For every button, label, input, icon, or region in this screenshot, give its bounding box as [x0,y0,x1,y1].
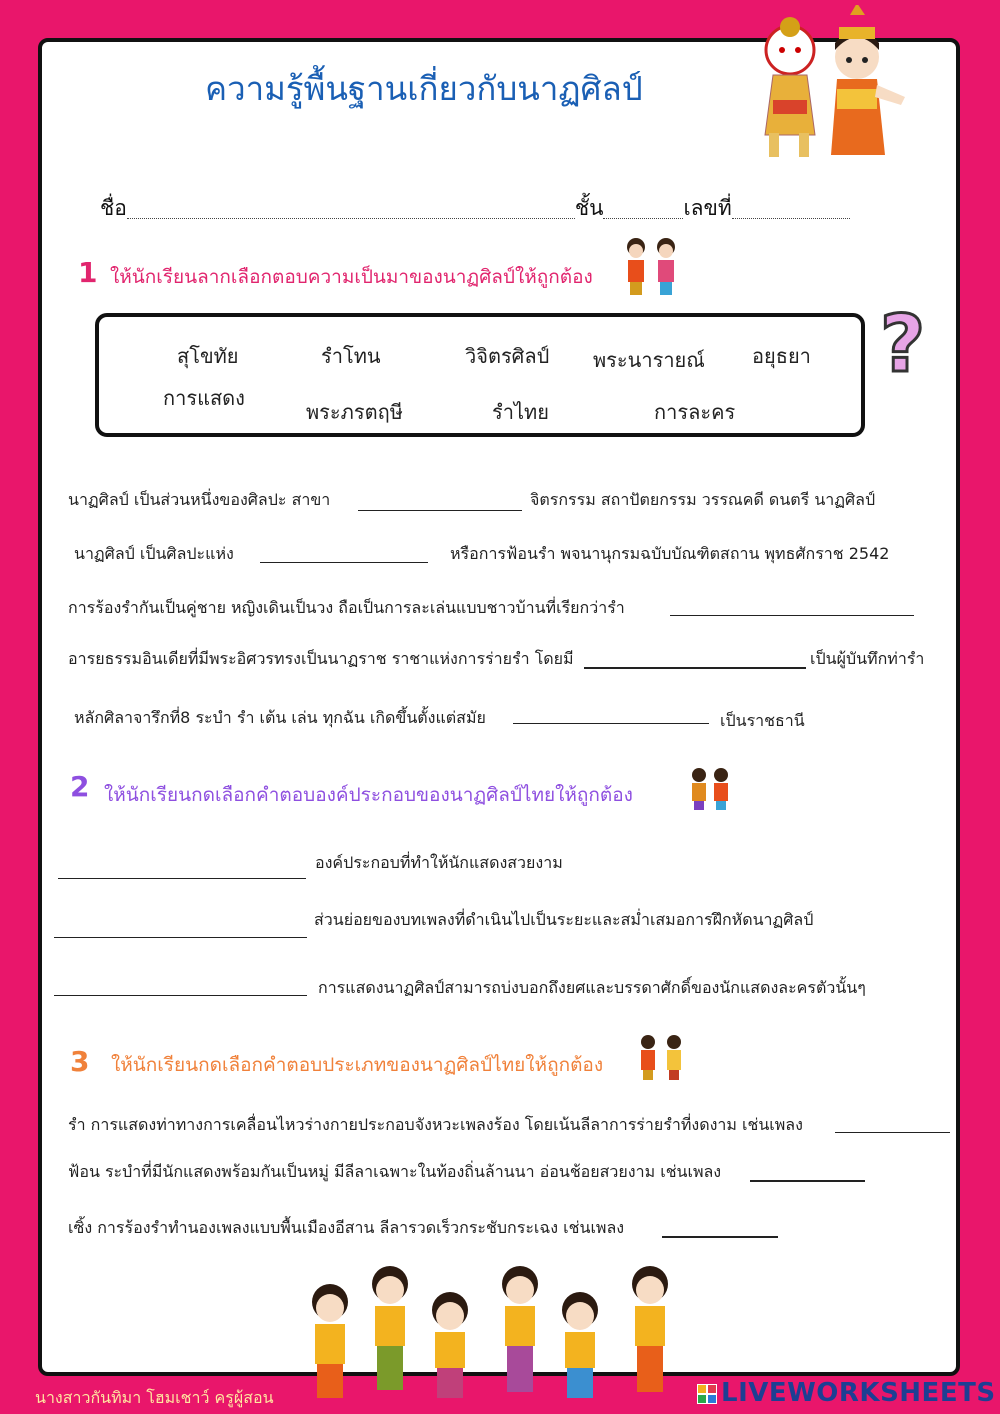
answer-choice-box [95,313,865,437]
name-field[interactable] [127,217,575,219]
s1-blank-4[interactable] [584,667,806,669]
name-label: ชื่อ [100,196,127,220]
s1-line4-after: เป็นผู้บันทึกท่ารำ [810,649,925,668]
section-3-instruction: ให้นักเรียนกดเลือกคำตอบประเภทของนาฏศิลป์ไทยให้ถูกต้อง [111,1054,604,1076]
choice-phra-narai[interactable]: พระนารายณ์ [593,348,705,372]
s1-line5-after: เป็นราชธานี [720,711,805,730]
s1-line5-before: หลักศิลาจารึกที่8 ระบำ รำ เต้น เล่น ทุกฉัน เกิดขึ้นตั้งแต่สมัย [74,708,486,727]
s2-item-3: การแสดงนาฏศิลป์สามารถบ่งบอกถึงยศและบรรดาศักดิ์ของนักแสดงละครตัวนั้นๆ [318,978,866,997]
page-title: ความรู้พื้นฐานเกี่ยวกับนาฏศิลป์ [205,69,643,108]
teacher-credit: นางสาวกันทิมา โฮมเชาว์ ครูผู้สอน [35,1388,274,1407]
s3-blank-1[interactable] [835,1132,950,1133]
dancer-pair-icon [620,235,684,297]
section-2-number: 2 [70,770,90,803]
dancers-row-illustration [295,1262,695,1402]
choice-ram-thon[interactable]: รำโทน [321,344,381,368]
number-field[interactable] [732,217,850,219]
class-label: ชั้น [574,196,604,220]
s2-item-2: ส่วนย่อยของบทเพลงที่ดำเนินไปเป็นระยะและสม่ำเสมอการฝึกหัดนาฏศิลป์ [314,910,814,929]
choice-sukhothai[interactable]: สุโขทัย [177,344,239,368]
s1-line3-before: การร้องรำกันเป็นคู่ชาย หญิงเดินเป็นวง ถือเป็นการละเล่นแบบชาวบ้านที่เรียกว่ารำ [68,598,625,617]
dancer-pair-small-icon-2 [632,1032,692,1082]
class-field[interactable] [603,217,683,219]
section-3-number: 3 [70,1045,90,1078]
s3-blank-2[interactable] [750,1180,865,1182]
s3-blank-3[interactable] [662,1236,778,1238]
s1-line2-before: นาฏศิลป์ เป็นศิลปะแห่ง [74,544,234,563]
choice-wichit-sin[interactable]: วิจิตรศิลป์ [465,344,550,368]
s1-line1-before: นาฏศิลป์ เป็นส่วนหนึ่งของศิลปะ สาขา [68,490,331,509]
choice-phra-bharata[interactable]: พระภรตฤษี [306,400,403,424]
dancer-pair-small-icon [685,765,737,811]
section-1-number: 1 [78,256,98,289]
choice-kan-sadaeng[interactable]: การแสดง [163,386,245,410]
s1-line2-after: หรือการฟ้อนรำ พจนานุกรมฉบับบัณฑิตสถาน พุทธศักราช 2542 [450,544,890,563]
s1-blank-1[interactable] [358,510,522,511]
section-1-instruction: ให้นักเรียนลากเลือกตอบความเป็นมาของนาฏศิลป์ให้ถูกต้อง [110,266,593,288]
liveworksheets-logo[interactable] [697,1378,996,1408]
s3-item-3: เซิ้ง การร้องรำทำนองเพลงแบบพื้นเมืองอีสาน ลีลารวดเร็วกระชับกระเฉง เช่นเพลง [68,1218,625,1237]
thai-dancers-illustration [745,5,920,165]
s3-item-2: ฟ้อน ระบำที่มีนักแสดงพร้อมกันเป็นหมู่ มีลีลาเฉพาะในท้องถิ่นล้านนา อ่อนช้อยสวยงาม เช่นเพลง [68,1162,722,1181]
s1-line1-after: จิตรกรรม สถาปัตยกรรม วรรณคดี ดนตรี นาฏศิลป์ [530,490,876,509]
student-info-row [100,192,850,225]
s2-blank-3[interactable] [54,995,307,996]
choice-ram-thai[interactable]: รำไทย [492,400,549,424]
s2-item-1: องค์ประกอบที่ทำให้นักแสดงสวยงาม [315,853,563,872]
s1-blank-5[interactable] [513,723,709,724]
choice-ayutthaya[interactable]: อยุธยา [752,344,811,368]
s1-line4-before: อารยธรรมอินเดียที่มีพระอิศวรทรงเป็นนาฏราช ราชาแห่งการร่ายรำ โดยมี [68,649,574,668]
s3-item-1: รำ การแสดงท่าทางการเคลื่อนไหวร่างกายประกอบจังหวะเพลงร้อง โดยเน้นลีลาการร่ายรำที่งดงาม เช่นเพลง [68,1115,803,1134]
s2-blank-1[interactable] [58,878,306,879]
section-2-instruction: ให้นักเรียนกดเลือกคำตอบองค์ประกอบของนาฏศิลป์ไทยให้ถูกต้อง [104,784,633,806]
s2-blank-2[interactable] [54,937,307,938]
liveworksheets-logo-text: LIVEWORKSHEETS [721,1378,996,1408]
liveworksheets-logo-icon [697,1384,717,1404]
s1-blank-3[interactable] [670,615,914,616]
question-mark-icon: ? [880,300,926,390]
s1-blank-2[interactable] [260,562,428,563]
number-label: เลขที่ [683,196,732,220]
choice-kan-lakhon[interactable]: การละคร [654,400,736,424]
